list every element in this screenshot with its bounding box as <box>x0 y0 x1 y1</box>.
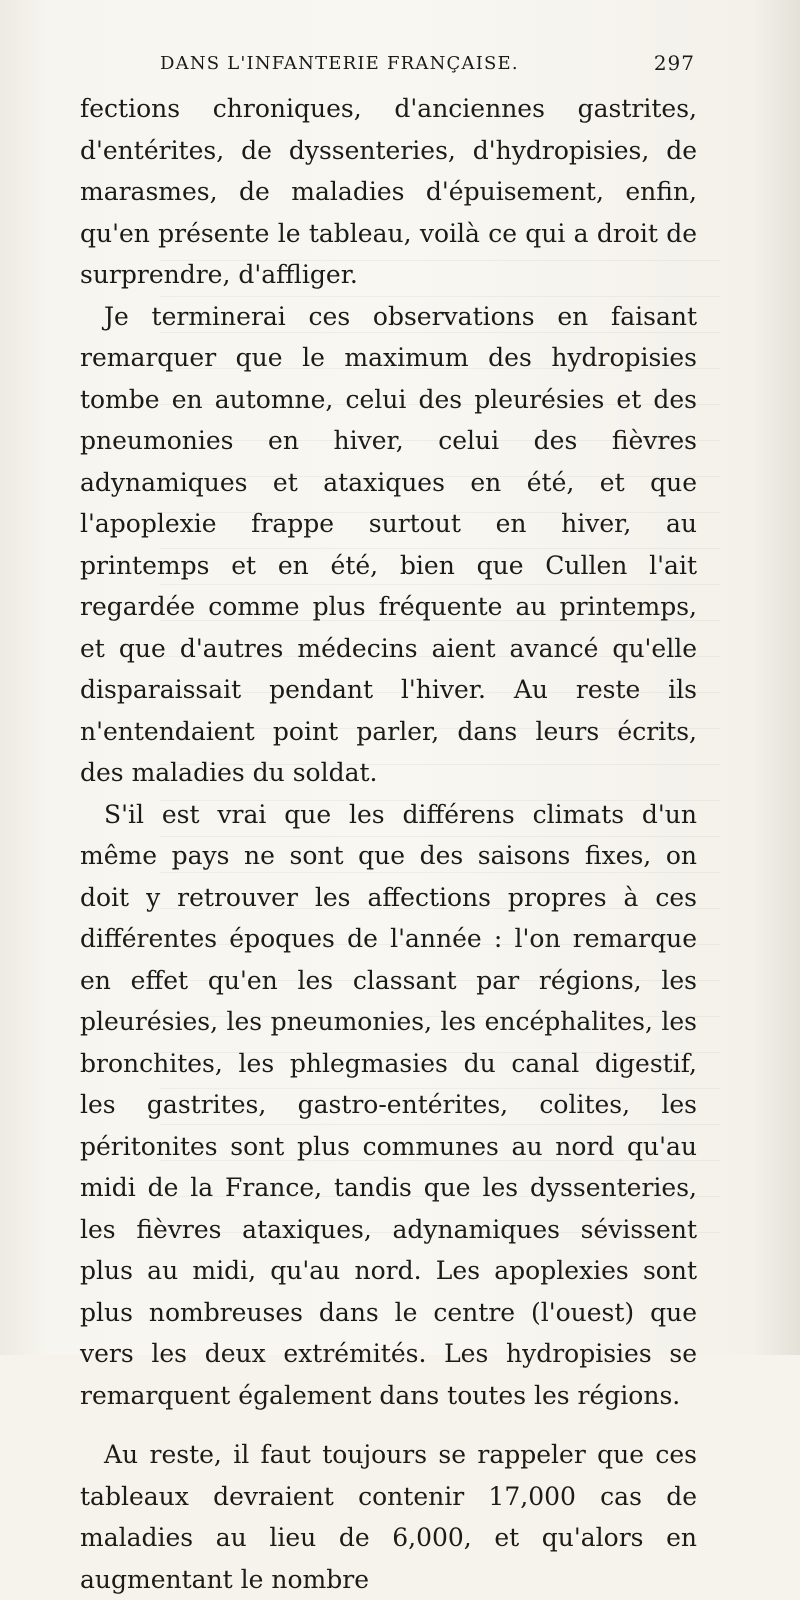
page-header <box>160 48 695 78</box>
paragraph-2: Je terminerai ces observations en faisant remarquer que le maximum des hydropisies tombe en automne, celui des pleurésies et des pneumonies en hiver, celui des fièvres adynamiques et ataxiques en été, et que l'apoplexie frappe surtout en hiver, au printemps et en été, bien que Cullen l'ait regardée comme plus fréquente au printemps, et que d'autres médecins aient avancé qu'elle disparaissait pendant l'hiver. Au reste ils n'entendaient point parler, dans leurs écrits, des maladies du soldat. <box>80 301 697 787</box>
page-number: 297 <box>653 51 695 75</box>
running-title: DANS L'INFANTERIE FRANÇAISE. <box>160 52 519 74</box>
paragraph-3: S'il est vrai que les différens climats d'un même pays ne sont que des saisons fixes, on doit y retrouver les affections propres à ces différentes époques de l'année : l'on remarque en effet qu'en les classant par régions, les pleurésies, les pneumonies, les encéphalites, les bronchites, les phlegmasies du canal digestif, les gastrites, gastro-entérites, colites, les péritonites sont plus communes au nord qu'au midi de la France, tandis que les dyssenteries, les fièvres ataxiques, adynamiques sévissent plus au midi, qu'au nord. Les apoplexies sont plus nombreuses dans le centre (l'ouest) que vers les deux extrémités. Les hydropisies se remarquent également dans toutes les régions. <box>80 799 697 1410</box>
paragraph-4: Au reste, il faut toujours se rappeler que ces tableaux devraient contenir 17,000 cas de maladies au lieu de 6,000, et qu'alors en augmentant le nombre <box>80 1440 697 1594</box>
body-text <box>80 88 697 1600</box>
paragraph-1: fections chroniques, d'anciennes gastrites, d'entérites, de dyssenteries, d'hydropisies, de marasmes, de maladies d'épuisement, enfin, qu'en présente le tableau, voilà ce qui a droit de surprendre, d'affliger. <box>80 94 697 289</box>
